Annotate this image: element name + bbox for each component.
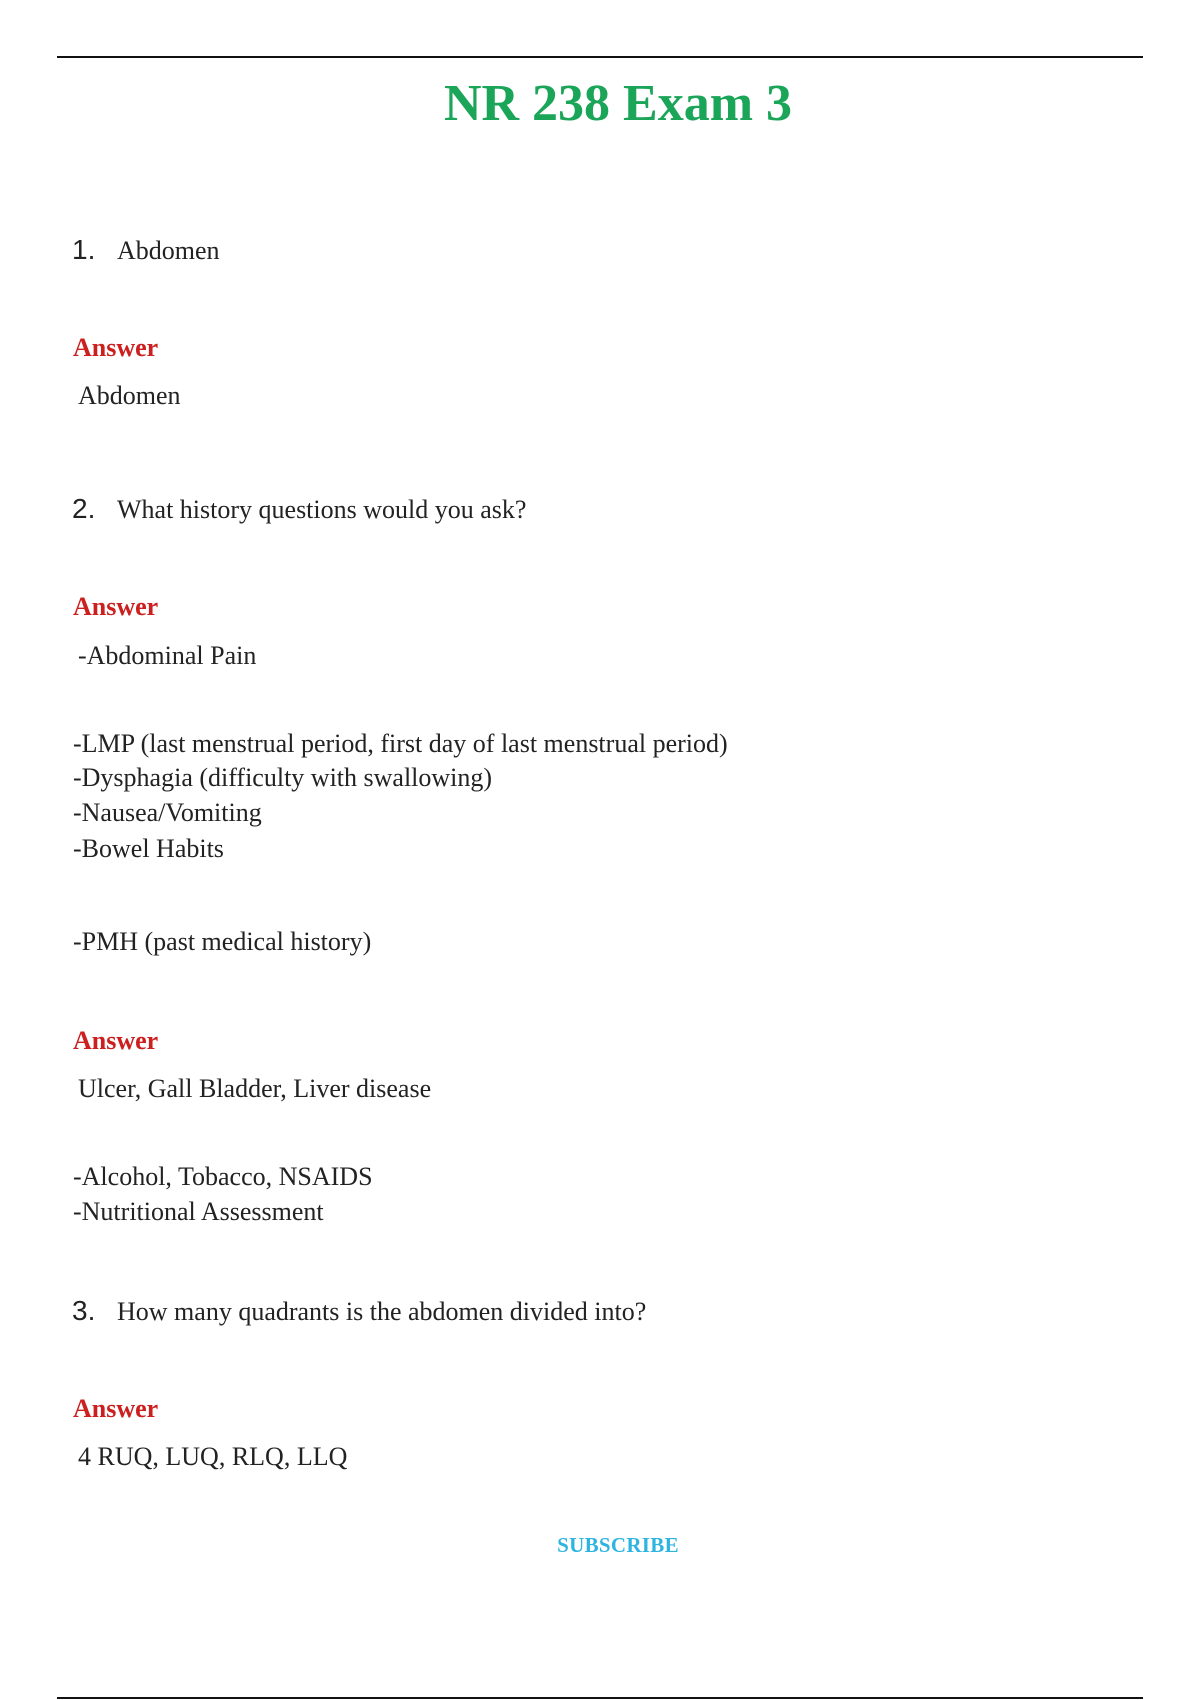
question-1-number: 1. <box>72 234 96 265</box>
question-2-answer-2-label: Answer <box>73 1026 159 1055</box>
question-2-number: 2. <box>72 493 96 524</box>
page-title: NR 238 Exam 3 <box>443 75 793 132</box>
question-2-answer-1-line-4: -Nausea/Vomiting <box>73 798 262 827</box>
question-2-answer-1-line-3: -Dysphagia (difficulty with swallowing) <box>73 763 493 792</box>
question-2-answer-2-line-2: -Alcohol, Tobacco, NSAIDS <box>73 1162 373 1191</box>
question-2-answer-2-line-1: Ulcer, Gall Bladder, Liver disease <box>78 1074 432 1103</box>
question-3-answer-line-1: 4 RUQ, LUQ, RLQ, LLQ <box>78 1442 348 1471</box>
question-3-text: How many quadrants is the abdomen divided into? <box>117 1297 647 1326</box>
question-3-number: 3. <box>72 1295 96 1326</box>
question-1-answer-label: Answer <box>73 333 159 362</box>
question-2-text: What history questions would you ask? <box>117 495 527 524</box>
question-2-answer-1-line-5: -Bowel Habits <box>73 834 224 863</box>
top-divider <box>57 56 1143 58</box>
question-2-answer-1-line-6: -PMH (past medical history) <box>73 927 372 956</box>
subscribe-link[interactable]: SUBSCRIBE <box>557 1533 679 1557</box>
question-1-answer-line-1: Abdomen <box>78 381 181 410</box>
question-2-answer-1-label: Answer <box>73 592 159 621</box>
question-3-answer-label: Answer <box>73 1394 159 1423</box>
question-2-answer-1-line-1: -Abdominal Pain <box>78 641 257 670</box>
question-2-answer-1-line-2: -LMP (last menstrual period, first day of last menstrual period) <box>73 729 728 758</box>
question-1-text: Abdomen <box>117 236 220 265</box>
question-2-answer-2-line-3: -Nutritional Assessment <box>73 1197 324 1226</box>
bottom-divider <box>57 1697 1143 1699</box>
